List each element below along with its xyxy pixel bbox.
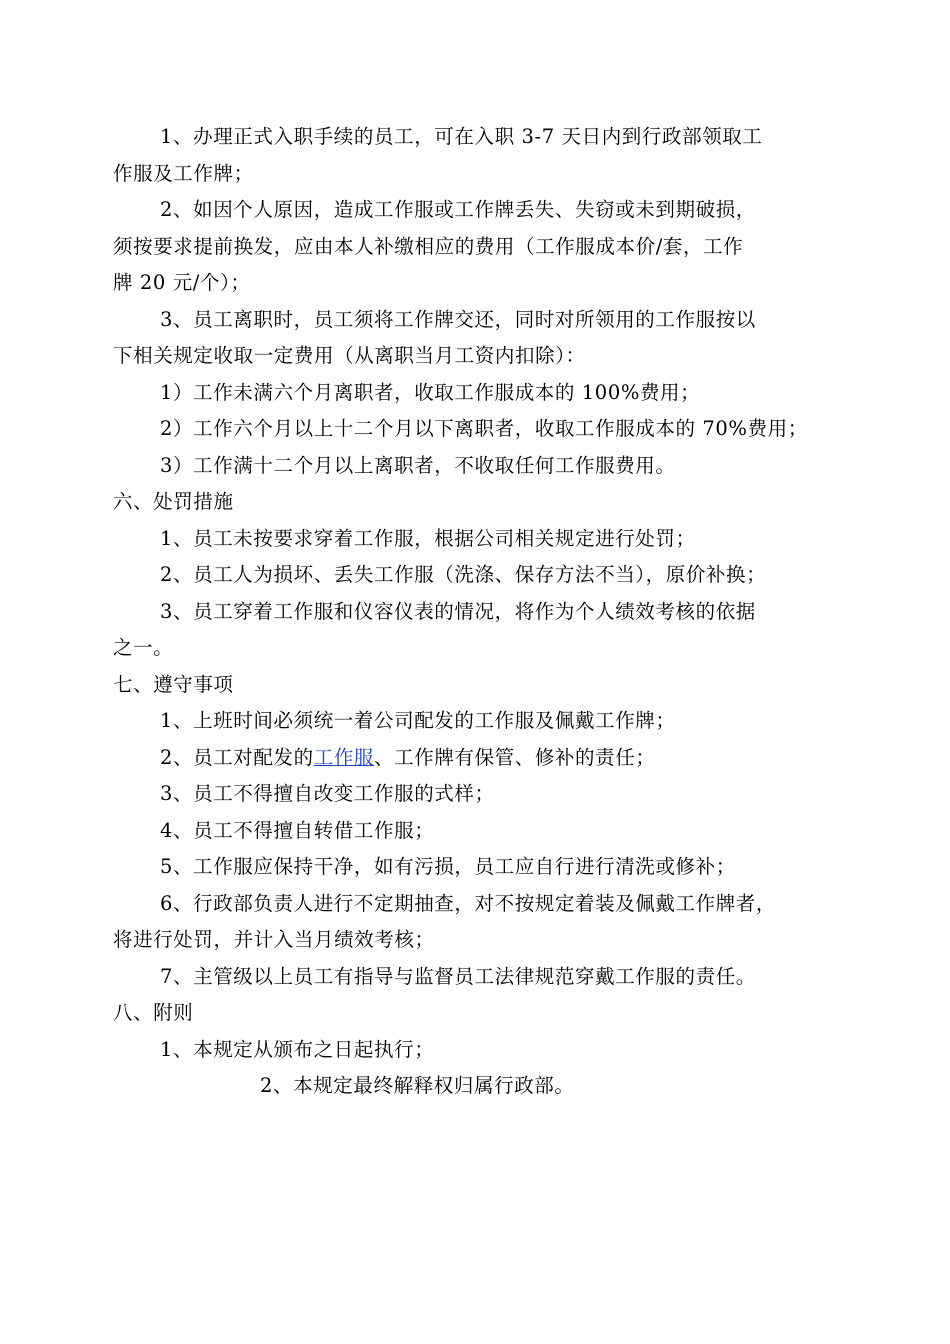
- list-item: 3）工作满十二个月以上离职者，不收取任何工作服费用。: [160, 453, 676, 477]
- list-item-text: 、工作牌有保管、修补的责任；: [374, 745, 656, 769]
- paragraph-line: 3、员工离职时，员工须将工作牌交还，同时对所领用的工作服按以: [160, 307, 756, 331]
- work-clothes-link[interactable]: 工作服: [313, 745, 375, 769]
- list-item: 5、工作服应保持干净，如有污损，员工应自行进行清洗或修补；: [160, 855, 736, 878]
- paragraph-line: 2、如因个人原因，造成工作服或工作牌丢失、失窃或未到期破损，: [160, 198, 756, 221]
- list-item: 1、员工未按要求穿着工作服，根据公司相关规定进行处罚；: [160, 526, 696, 550]
- list-item: 4、员工不得擅自转借工作服；: [160, 818, 435, 842]
- list-item: 1、本规定从颁布之日起执行；: [160, 1037, 435, 1061]
- section-heading-compliance: 七、遵守事项: [113, 672, 234, 696]
- list-item: 6、行政部负责人进行不定期抽查，对不按规定着装及佩戴工作牌者，: [160, 891, 777, 915]
- section-heading-appendix: 八、附则: [113, 1001, 194, 1024]
- list-item-with-link: [113, 740, 853, 777]
- list-item: 1、上班时间必须统一着公司配发的工作服及佩戴工作牌；: [160, 709, 676, 732]
- list-item: 2、员工人为损坏、丢失工作服（洗涤、保存方法不当），原价补换；: [160, 563, 767, 586]
- paragraph-line: 作服及工作牌；: [113, 161, 254, 185]
- paragraph-line: 须按要求提前换发，应由本人补缴相应的费用（工作服成本价/套，工作: [113, 234, 744, 258]
- paragraph-line: 将进行处罚，并计入当月绩效考核；: [113, 928, 435, 951]
- paragraph-line: 下相关规定收取一定费用（从离职当月工资内扣除）：: [113, 344, 586, 367]
- paragraph-line: 之一。: [113, 636, 174, 659]
- list-item: 3、员工不得擅自改变工作服的式样；: [160, 782, 495, 805]
- paragraph-line: 1、办理正式入职手续的员工，可在入职 3-7 天日内到行政部领取工: [160, 125, 763, 148]
- section-heading-penalties: 六、处罚措施: [113, 490, 234, 513]
- document-page: [113, 119, 853, 1105]
- list-item-text: 2、员工对配发的: [160, 745, 314, 769]
- list-item: 7、主管级以上员工有指导与监督员工法律规范穿戴工作服的责任。: [160, 964, 756, 988]
- list-item: 3、员工穿着工作服和仪容仪表的情况，将作为个人绩效考核的依据: [160, 599, 756, 623]
- list-item: 2）工作六个月以上十二个月以下离职者，收取工作服成本的 70%费用；: [160, 417, 808, 440]
- paragraph-line: 牌 20 元/个）；: [113, 271, 251, 294]
- list-item: 2、本规定最终解释权归属行政部。: [260, 1074, 575, 1097]
- list-item: 1）工作未满六个月离职者，收取工作服成本的 100%费用；: [160, 380, 701, 404]
